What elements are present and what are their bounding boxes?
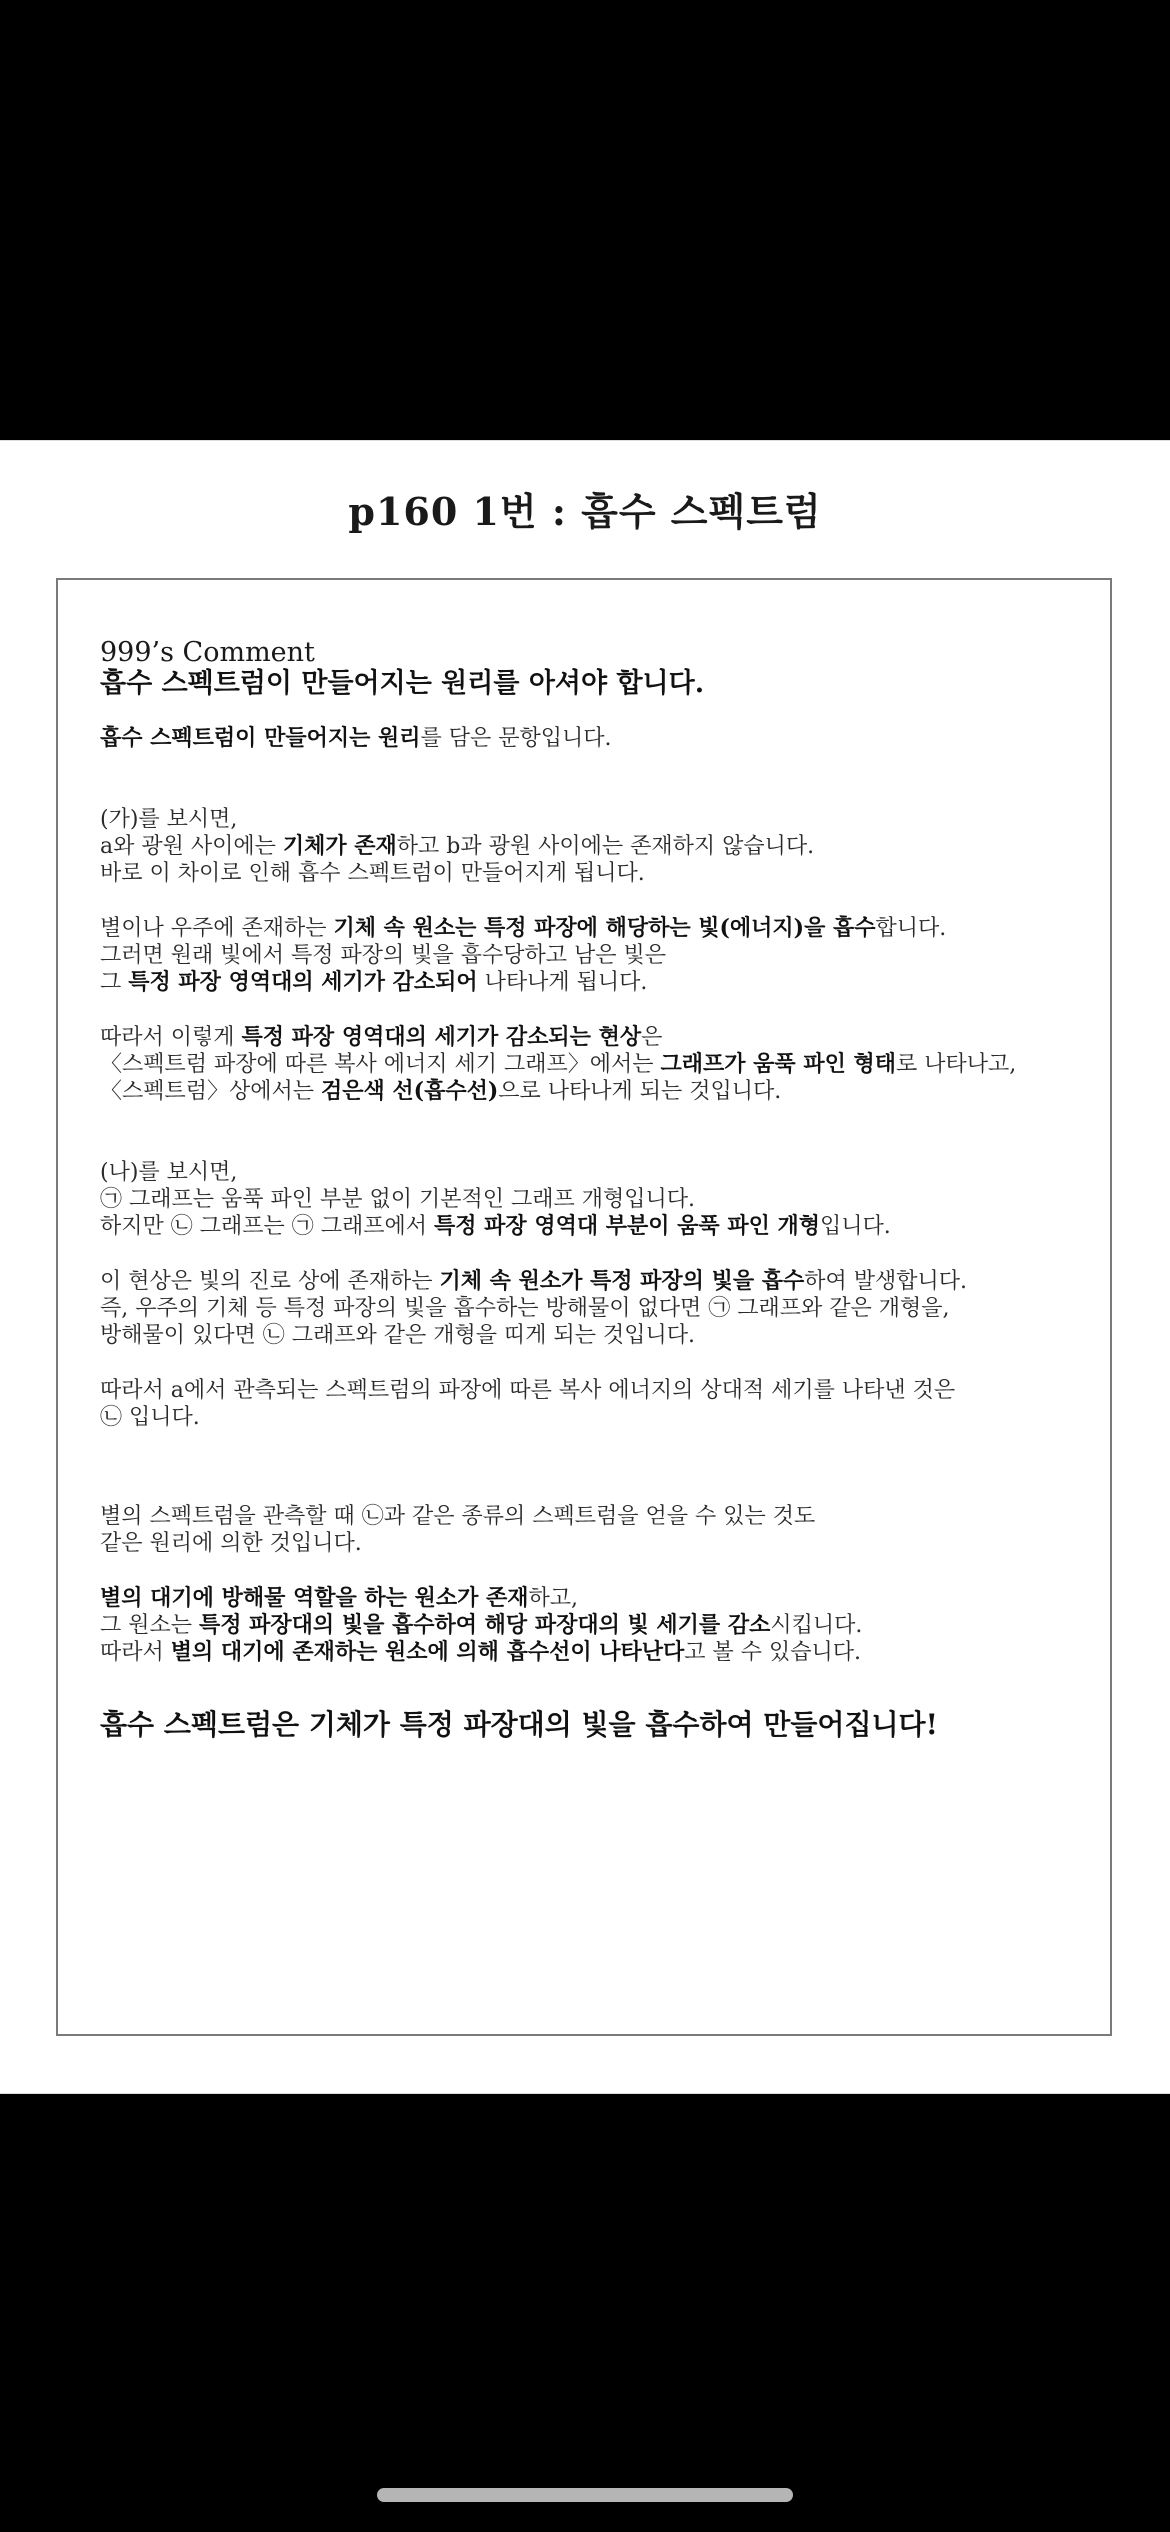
section-therefore-2	[100, 1377, 1096, 1431]
comment-content	[100, 638, 1096, 1742]
therefore1-line-2: 〈스펙트럼 파장에 따른 복사 에너지 세기 그래프〉에서는 그래프가 움푹 파인 형태로 나타나고,	[100, 1051, 1017, 1077]
section-star	[100, 915, 1096, 996]
section-observation	[100, 1503, 1096, 1557]
star-line-1: 별이나 우주에 존재하는 기체 속 원소는 특정 파장에 해당하는 빛(에너지)을 흡수합니다.	[100, 915, 947, 941]
phenom-line-1: 이 현상은 빛의 진로 상에 존재하는 기체 속 원소가 특정 파장의 빛을 흡수하여 발생합니다.	[100, 1268, 968, 1294]
page-title: p160 1번 : 흡수 스펙트럼	[348, 489, 822, 534]
na-line-3: 하지만 ㉡ 그래프는 ㉠ 그래프에서 특정 파장 영역대 부분이 움푹 파인 개형입니다.	[100, 1213, 891, 1239]
home-indicator[interactable]	[377, 2488, 793, 2502]
comment-subheading: 흡수 스펙트럼이 만들어지는 원리를 아셔야 합니다.	[100, 668, 705, 699]
therefore1-line-1: 따라서 이렇게 특정 파장 영역대의 세기가 감소되는 현상은	[100, 1024, 663, 1050]
phenom-line-2: 즉, 우주의 기체 등 특정 파장의 빛을 흡수하는 방해물이 없다면 ㉠ 그래프와 같은 개형을,	[100, 1296, 950, 1321]
conclusion: 흡수 스펙트럼은 기체가 특정 파장대의 빛을 흡수하여 만들어집니다!	[100, 1708, 938, 1741]
atmo-line-1: 별의 대기에 방해물 역할을 하는 원소가 존재하고,	[100, 1585, 578, 1611]
star-line-2: 그러면 원래 빛에서 특정 파장의 빛을 흡수당하고 남은 빛은	[100, 943, 666, 968]
obs-line-1: 별의 스펙트럼을 관측할 때 ㉡과 같은 종류의 스펙트럼을 얻을 수 있는 것도	[100, 1504, 816, 1529]
na-line-2: ㉠ 그래프는 움푹 파인 부분 없이 기본적인 그래프 개형입니다.	[100, 1187, 695, 1212]
comment-heading: 999’s Comment	[100, 637, 315, 668]
atmo-line-2: 그 원소는 특정 파장대의 빛을 흡수하여 해당 파장대의 빛 세기를 감소시킵니다.	[100, 1612, 863, 1638]
section-therefore-1	[100, 1024, 1096, 1105]
ga-line-2: a와 광원 사이에는 기체가 존재하고 b과 광원 사이에는 존재하지 않습니다.	[100, 833, 815, 859]
document-page	[0, 440, 1170, 2094]
section-atmosphere	[100, 1585, 1096, 1666]
phenom-line-3: 방해물이 있다면 ㉡ 그래프와 같은 개형을 띠게 되는 것입니다.	[100, 1323, 695, 1348]
ga-line-1: (가)를 보시면,	[100, 807, 238, 832]
obs-line-2: 같은 원리에 의한 것입니다.	[100, 1531, 362, 1556]
ga-line-3: 바로 이 차이로 인해 흡수 스펙트럼이 만들어지게 됩니다.	[100, 861, 645, 886]
therefore2-line-2: ㉡ 입니다.	[100, 1405, 200, 1430]
therefore2-line-1: 따라서 a에서 관측되는 스펙트럼의 파장에 따른 복사 에너지의 상대적 세기를 나타낸 것은	[100, 1378, 956, 1403]
star-line-3: 그 특정 파장 영역대의 세기가 감소되어 나타나게 됩니다.	[100, 969, 648, 995]
therefore1-line-3: 〈스펙트럼〉상에서는 검은색 선(흡수선)으로 나타나게 되는 것입니다.	[100, 1078, 782, 1104]
section-na	[100, 1159, 1096, 1240]
section-phenomenon	[100, 1268, 1096, 1349]
comment-box	[56, 578, 1112, 2036]
intro-line: 흡수 스펙트럼이 만들어지는 원리를 담은 문항입니다.	[100, 725, 612, 751]
na-line-1: (나)를 보시면,	[100, 1160, 238, 1185]
atmo-line-3: 따라서 별의 대기에 존재하는 원소에 의해 흡수선이 나타난다고 볼 수 있습니다.	[100, 1639, 862, 1665]
section-ga	[100, 806, 1096, 887]
